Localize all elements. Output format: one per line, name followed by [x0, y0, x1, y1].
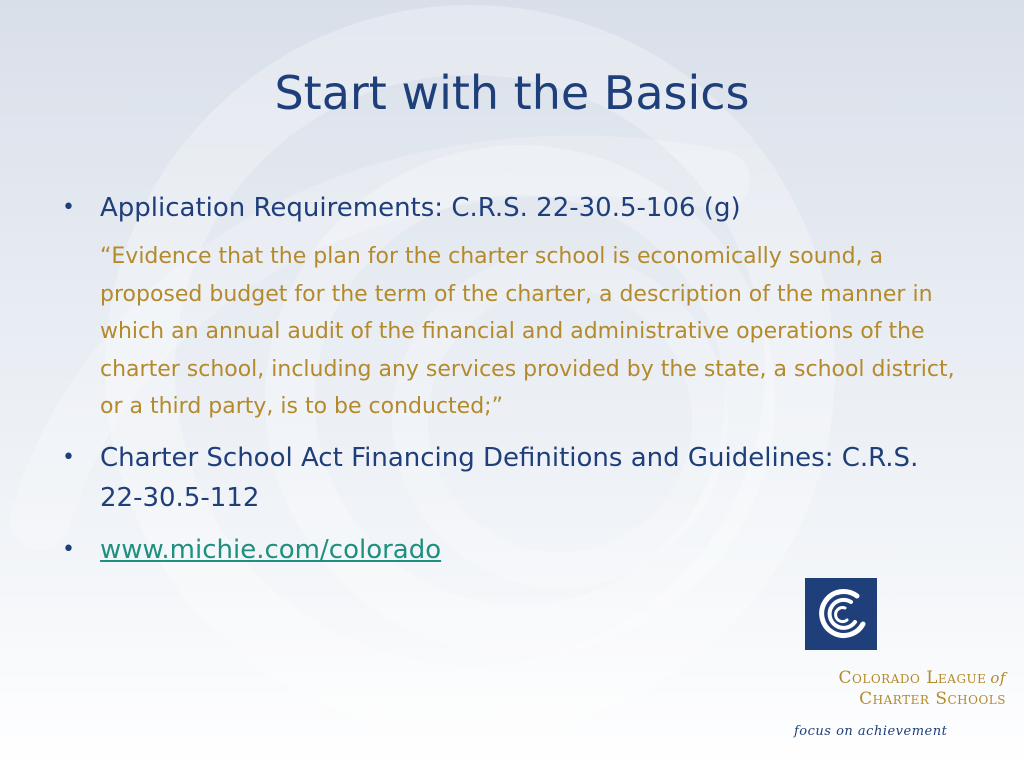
- logo-line-2: Charter Schools: [859, 689, 1006, 709]
- michie-colorado-link[interactable]: www.michie.com/colorado: [100, 534, 442, 565]
- bullet-text: Application Requirements: C.R.S. 22-30.5-106 (g): [100, 193, 741, 223]
- statute-quote: “Evidence that the plan for the charter school is economically sound, a proposed budget for the term of the charter, a description of the manner in which an annual audit of the financial and administrative operations of the charter school, including any services provided by the state, a school district, or a third party, is to be conducted;”: [100, 244, 955, 420]
- bullet-glyph: •: [62, 536, 75, 562]
- bullet-item: [62, 438, 962, 518]
- logo-tagline: focus on achievement: [794, 724, 948, 739]
- bullet-text: Charter School Act Financing Definitions and Guidelines: C.R.S. 22-30.5-112: [100, 442, 919, 513]
- bullet-list: [62, 188, 962, 582]
- bullet-item: [62, 530, 962, 570]
- bullet-glyph: •: [62, 195, 75, 220]
- colorado-league-logo: [746, 576, 1006, 748]
- logo-of: of: [990, 669, 1006, 687]
- logo-line-1: Colorado League: [838, 668, 987, 688]
- bullet-item: [62, 188, 962, 426]
- logo-wordmark: [746, 668, 1006, 710]
- slide-title: Start with the Basics: [274, 66, 750, 120]
- logo-swirl-icon: [805, 578, 877, 650]
- bullet-glyph: •: [62, 444, 75, 470]
